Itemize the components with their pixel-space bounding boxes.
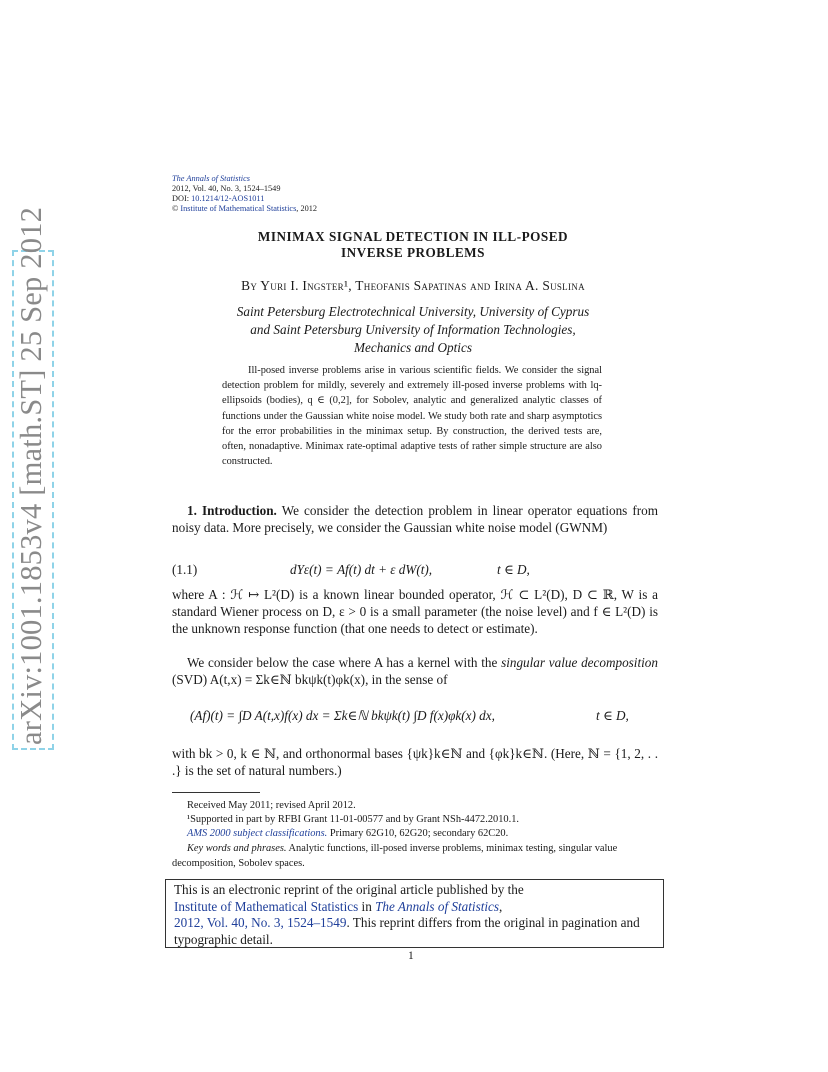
- reprint-comma: ,: [499, 898, 503, 914]
- title-line-1: MINIMAX SIGNAL DETECTION IN ILL-POSED: [257, 229, 569, 244]
- reprint-notice: [165, 879, 664, 948]
- keywords: [172, 842, 658, 871]
- section-heading: 1. Introduction.: [187, 503, 277, 518]
- page-number: 1: [408, 950, 414, 962]
- reprint-rest: . This reprint differs from the original in pagination and typographic detail.: [174, 915, 640, 947]
- intro-paragraph-2: where A : ℋ ↦ L²(D) is a known linear bounded operator, ℋ ⊂ L²(D), D ⊂ ℝ, W is a standard Wiener process on D, ε > 0 is a small parameter (the noise level) and f ∈ L²(D) is the unknown response function (that one needs to detect or estimate).: [172, 587, 658, 636]
- arxiv-identifier: arXiv:1001.1853v4 [math.ST] 25 Sep 2012: [14, 206, 48, 745]
- copyright-icon: ©: [172, 204, 179, 213]
- journal-doi-line: [172, 194, 317, 204]
- equation-formula: dYε(t) = Af(t) dt + ε dW(t),: [290, 562, 433, 577]
- equation-label: (1.1): [172, 562, 198, 577]
- copyright-year: , 2012: [296, 204, 318, 213]
- title-line-2: INVERSE PROBLEMS: [341, 245, 485, 260]
- abstract: Ill-posed inverse problems arise in various scientific fields. We consider the signal detection problem for mildly, severely and extremely ill-posed inverse problems with lq-ellipsoids (bodies), q ∈ (0,2], for Sobolev, analytic and generalized analytic classes of functions under the Gaussian white noise model. We study both rate and sharp asymptotics for the error probabilities in the minimax setup. By construction, the derived tests are, often, nonadaptive. Minimax rate-optimal adaptive tests of rather simple structure are also constructed.: [222, 365, 602, 468]
- affiliation-line-1: Saint Petersburg Electrotechnical University, University of Cyprus: [236, 304, 590, 319]
- doi-prefix: DOI:: [172, 194, 192, 203]
- display-equation: (Af)(t) = ∫D A(t,x)f(x) dx = Σk∈ℕ bkψk(t) ∫D f(x)φk(x) dx,: [190, 708, 495, 723]
- reprint-citation-link[interactable]: 2012, Vol. 40, No. 3, 1524–1549: [174, 915, 347, 930]
- copyright-line: [172, 204, 317, 214]
- intro-text-1: We consider the detection problem in linear operator equations from noisy data. More precisely, we consider the Gaussian white noise model (GWNM): [172, 503, 659, 535]
- paper-title: [170, 229, 656, 261]
- journal-header: [172, 174, 317, 214]
- p3-text-b: (SVD) A(t,x) = Σk∈ℕ bkψk(t)φk(x), in the sense of: [172, 672, 448, 687]
- authors: By Yuri I. Ingster¹, Theofanis Sapatinas and Irina A. Suslina: [241, 278, 585, 293]
- reprint-line-1: This is an electronic reprint of the original article published by the: [174, 882, 524, 897]
- doi-link[interactable]: 10.1214/12-AOS1011: [191, 194, 265, 203]
- keywords-text: Analytic functions, ill-posed inverse problems, minimax testing, singular value decomposition, Sobolev spaces.: [172, 843, 618, 869]
- reprint-institute-link[interactable]: Institute of Mathematical Statistics: [174, 898, 359, 914]
- equation-domain: t ∈ D,: [497, 562, 530, 577]
- affiliation-line-2: and Saint Petersburg University of Information Technologies,: [250, 322, 576, 337]
- intro-paragraph-3: [172, 654, 658, 688]
- p3-text-a: We consider below the case where A has a kernel with the: [187, 655, 502, 670]
- ams-classification: [172, 827, 658, 842]
- reprint-journal-link[interactable]: The Annals of Statistics: [375, 898, 500, 914]
- display-equation-domain: t ∈ D,: [596, 708, 629, 723]
- support-footnote: ¹Supported in part by RFBI Grant 11-01-00577 and by Grant NSh-4472.2010.1.: [187, 814, 520, 825]
- affiliation: [170, 303, 656, 357]
- footnote-rule: [172, 792, 260, 793]
- institute-link[interactable]: Institute of Mathematical Statistics: [180, 204, 297, 213]
- intro-paragraph-1: [172, 502, 658, 536]
- reprint-in: in: [358, 898, 376, 914]
- intro-paragraph-4: with bk > 0, k ∈ ℕ, and orthonormal bases {ψk}k∈ℕ and {φk}k∈ℕ. (Here, ℕ = {1, 2, . . .} is the set of natural numbers.): [172, 746, 658, 778]
- journal-volume: 2012, Vol. 40, No. 3, 1524–1549: [172, 184, 281, 193]
- received-note: Received May 2011; revised April 2012.: [187, 800, 356, 811]
- ams-text: Primary 62G10, 62G20; secondary 62C20.: [327, 828, 509, 839]
- keywords-label: Key words and phrases.: [187, 843, 287, 854]
- ams-link[interactable]: AMS 2000 subject classifications.: [187, 828, 328, 839]
- journal-name[interactable]: The Annals of Statistics: [172, 174, 250, 183]
- affiliation-line-3: Mechanics and Optics: [354, 340, 472, 355]
- p3-emphasis: singular value decomposition: [501, 655, 658, 670]
